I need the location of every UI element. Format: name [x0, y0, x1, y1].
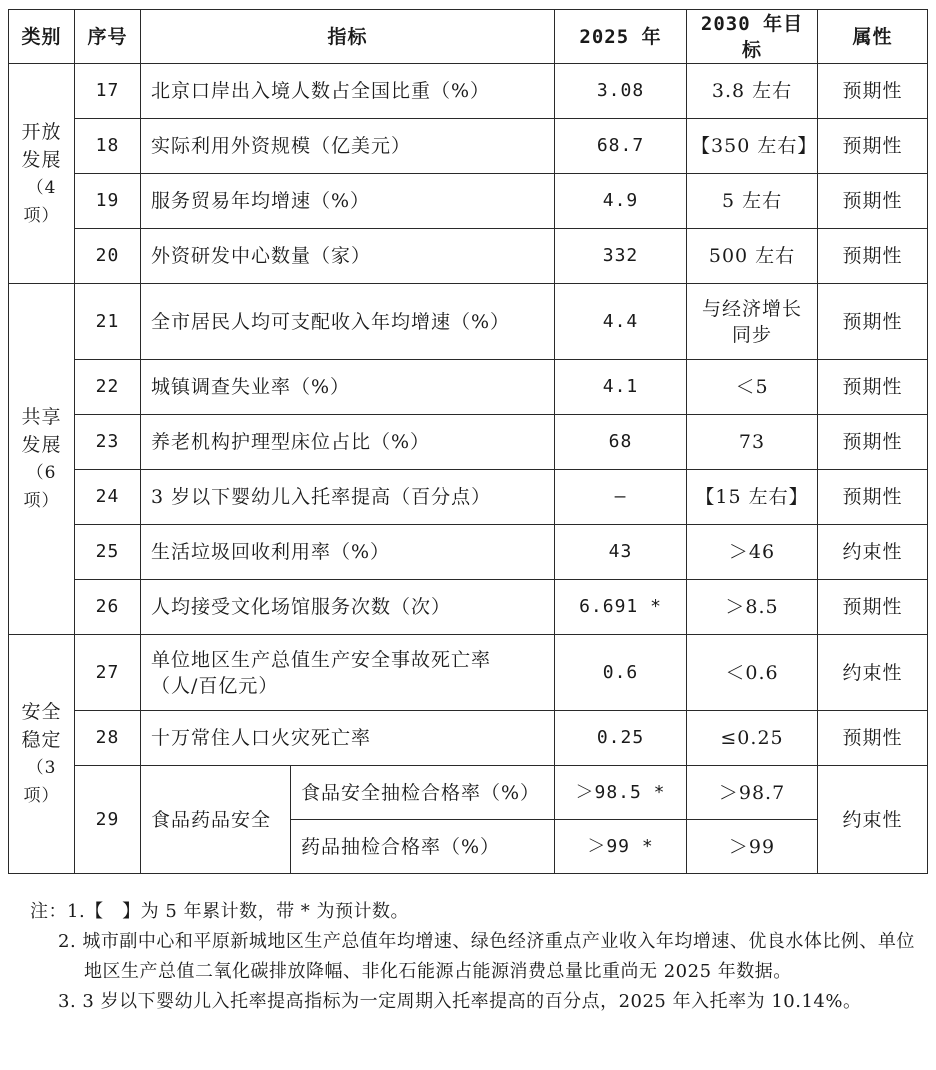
indicator-name: 食品药品安全: [141, 766, 291, 874]
attribute: 预期性: [818, 415, 928, 470]
category-label: 安全: [21, 701, 62, 723]
target-2030: 73: [687, 415, 818, 470]
attribute: 约束性: [818, 766, 928, 874]
table-notes: [30, 897, 925, 1017]
row-number: 26: [75, 580, 141, 635]
attribute: 预期性: [818, 64, 928, 119]
attribute: 预期性: [818, 229, 928, 284]
indicator-name: 十万常住人口火灾死亡率: [141, 711, 555, 766]
category-open-development: [9, 64, 75, 284]
note-3: 3. 3 岁以下婴幼儿入托率提高指标为一定周期入托率提高的百分点，2025 年入托率为 10.14%。: [58, 991, 862, 1012]
category-shared-development: [9, 284, 75, 635]
table-row: [9, 711, 928, 766]
attribute: 约束性: [818, 525, 928, 580]
header-attribute: 属性: [818, 10, 928, 64]
value-2025: 332: [555, 229, 687, 284]
attribute: 预期性: [818, 284, 928, 360]
indicator-name: 全市居民人均可支配收入年均增速（%）: [141, 284, 555, 360]
table-row: [9, 525, 928, 580]
target-2030: ＞46: [687, 525, 818, 580]
category-label: 开放: [21, 120, 62, 143]
table-row: [9, 470, 928, 525]
value-2025: 0.25: [555, 711, 687, 766]
category-count: （4 项）: [23, 177, 60, 226]
category-label: 共享: [21, 406, 62, 428]
table-row: [9, 174, 928, 229]
attribute: 预期性: [818, 119, 928, 174]
attribute: 预期性: [818, 360, 928, 415]
attribute: 预期性: [818, 470, 928, 525]
indicator-name: 养老机构护理型床位占比（%）: [141, 415, 555, 470]
target-2030: 【350 左右】: [687, 119, 818, 174]
target-2030: 500 左右: [687, 229, 818, 284]
value-2025: 43: [555, 525, 687, 580]
table-row: [9, 284, 928, 360]
value-2025: 68.7: [555, 119, 687, 174]
row-number: 24: [75, 470, 141, 525]
target-2030: ＞99: [687, 820, 818, 874]
attribute: 预期性: [818, 711, 928, 766]
table-row: [9, 766, 928, 820]
indicator-name: [141, 635, 555, 711]
target-2030: [687, 284, 818, 360]
value-2025: 68: [555, 415, 687, 470]
row-number: 25: [75, 525, 141, 580]
row-number: 20: [75, 229, 141, 284]
table-row: [9, 415, 928, 470]
target-line: 同步: [732, 323, 773, 346]
table-row: [9, 635, 928, 711]
sub-indicator-name: 食品安全抽检合格率（%）: [291, 766, 555, 820]
row-number: 28: [75, 711, 141, 766]
value-2025: 4.4: [555, 284, 687, 360]
header-category: 类别: [9, 10, 75, 64]
target-2030: ＞8.5: [687, 580, 818, 635]
target-line: 与经济增长: [702, 297, 803, 320]
value-2025: 4.9: [555, 174, 687, 229]
header-row: [9, 10, 928, 64]
value-2025: 3.08: [555, 64, 687, 119]
row-number: 27: [75, 635, 141, 711]
row-number: 29: [75, 766, 141, 874]
indicator-name: 实际利用外资规模（亿美元）: [141, 119, 555, 174]
indicator-name: 生活垃圾回收利用率（%）: [141, 525, 555, 580]
table-row: [9, 64, 928, 119]
value-2025: ＞98.5 *: [555, 766, 687, 820]
target-2030: 3.8 左右: [687, 64, 818, 119]
note-1: 注：1.【 】为 5 年累计数，带 * 为预计数。: [30, 901, 410, 922]
row-number: 19: [75, 174, 141, 229]
target-2030: ＞98.7: [687, 766, 818, 820]
row-number: 22: [75, 360, 141, 415]
value-2025: —: [555, 470, 687, 525]
indicator-name: 城镇调查失业率（%）: [141, 360, 555, 415]
indicator-name: 人均接受文化场馆服务次数（次）: [141, 580, 555, 635]
attribute: 预期性: [818, 580, 928, 635]
category-count: （3 项）: [23, 758, 60, 806]
value-2025: 6.691 *: [555, 580, 687, 635]
header-2025: 2025 年: [555, 10, 687, 64]
category-safety-stability: [9, 635, 75, 874]
category-count: （6 项）: [23, 463, 60, 511]
sub-indicator-name: 药品抽检合格率（%）: [291, 820, 555, 874]
target-2030: 【15 左右】: [687, 470, 818, 525]
category-label: 稳定: [21, 729, 62, 751]
value-2025: 0.6: [555, 635, 687, 711]
table-row: [9, 229, 928, 284]
target-2030: ＜0.6: [687, 635, 818, 711]
header-indicator: 指标: [141, 10, 555, 64]
row-number: 17: [75, 64, 141, 119]
attribute: 约束性: [818, 635, 928, 711]
header-number: 序号: [75, 10, 141, 64]
indicator-line: 单位地区生产总值生产安全事故死亡率: [151, 648, 492, 671]
value-2025: ＞99 *: [555, 820, 687, 874]
table-row: [9, 360, 928, 415]
row-number: 21: [75, 284, 141, 360]
indicator-name: 北京口岸出入境人数占全国比重（%）: [141, 64, 555, 119]
indicator-table: [8, 9, 928, 874]
indicator-name: 3 岁以下婴幼儿入托率提高（百分点）: [141, 470, 555, 525]
category-label: 发展: [21, 434, 62, 456]
indicator-name: 服务贸易年均增速（%）: [141, 174, 555, 229]
category-label: 发展: [21, 148, 62, 171]
attribute: 预期性: [818, 174, 928, 229]
header-2030-target: 2030 年目标: [687, 10, 818, 64]
value-2025: 4.1: [555, 360, 687, 415]
target-2030: ＜5: [687, 360, 818, 415]
indicator-line: （人/百亿元）: [151, 674, 279, 697]
row-number: 23: [75, 415, 141, 470]
target-2030: 5 左右: [687, 174, 818, 229]
indicator-name: 外资研发中心数量（家）: [141, 229, 555, 284]
note-2: 2. 城市副中心和平原新城地区生产总值年均增速、绿色经济重点产业收入年均增速、优良水体比例、单位地区生产总值二氧化碳排放降幅、非化石能源占能源消费总量比重尚无 2025 年数据。: [58, 931, 915, 982]
table-row: [9, 580, 928, 635]
table-row: [9, 119, 928, 174]
target-2030: ≤0.25: [687, 711, 818, 766]
row-number: 18: [75, 119, 141, 174]
